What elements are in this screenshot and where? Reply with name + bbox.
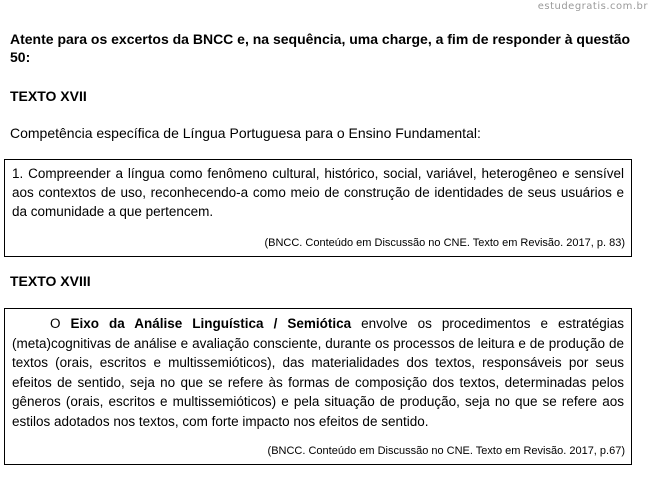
- texto-xvii-body: 1. Compreender a língua como fenômeno cultural, histórico, social, variável, heterogêneo e sensível aos contextos de uso, reconhecendo-a como meio de construção de identidades de seus usuários e da comunidade a que pertencem.: [12, 166, 624, 219]
- texto-xviii-box: [4, 308, 632, 465]
- eixo-title: Eixo da Análise Linguística / Semiótica: [70, 316, 352, 331]
- texto-xviii-body-start: O: [50, 316, 71, 331]
- texto-xvii-heading: TEXTO XVII: [10, 88, 87, 104]
- texto-xvii-citation: (BNCC. Conteúdo em Discussão no CNE. Texto em Revisão. 2017, p. 83): [264, 237, 625, 249]
- question-intro: Atente para os excertos da BNCC e, na sequência, uma charge, a fim de responder à questão 50:: [10, 31, 631, 65]
- texto-xviii-heading: TEXTO XVIII: [10, 273, 91, 289]
- competencia-label: Competência específica de Língua Portuguesa para o Ensino Fundamental:: [10, 125, 481, 141]
- watermark: estudegratis.com.br: [537, 1, 648, 12]
- texto-xviii-body: [12, 314, 624, 431]
- texto-xviii-citation: (BNCC. Conteúdo em Discussão no CNE. Texto em Revisão. 2017, p.67): [267, 445, 625, 457]
- texto-xvii-box: [4, 159, 632, 257]
- texto-xviii-body-rest: envolve os procedimentos e estratégias (meta)cognitivas de análise e avaliação consciente, durante os processos de leitura e de produção de textos (orais, escritos e multissemióticos), das materialidades dos textos, responsáveis por seus efeitos de sentido, seja no que se refere às formas de composição dos textos, determinadas pelos gêneros (orais, escritos e multissemióticos) e pela situação de produção, seja no que se refere aos estilos adotados nos textos, com forte impacto nos efeitos de sentido.: [12, 316, 625, 429]
